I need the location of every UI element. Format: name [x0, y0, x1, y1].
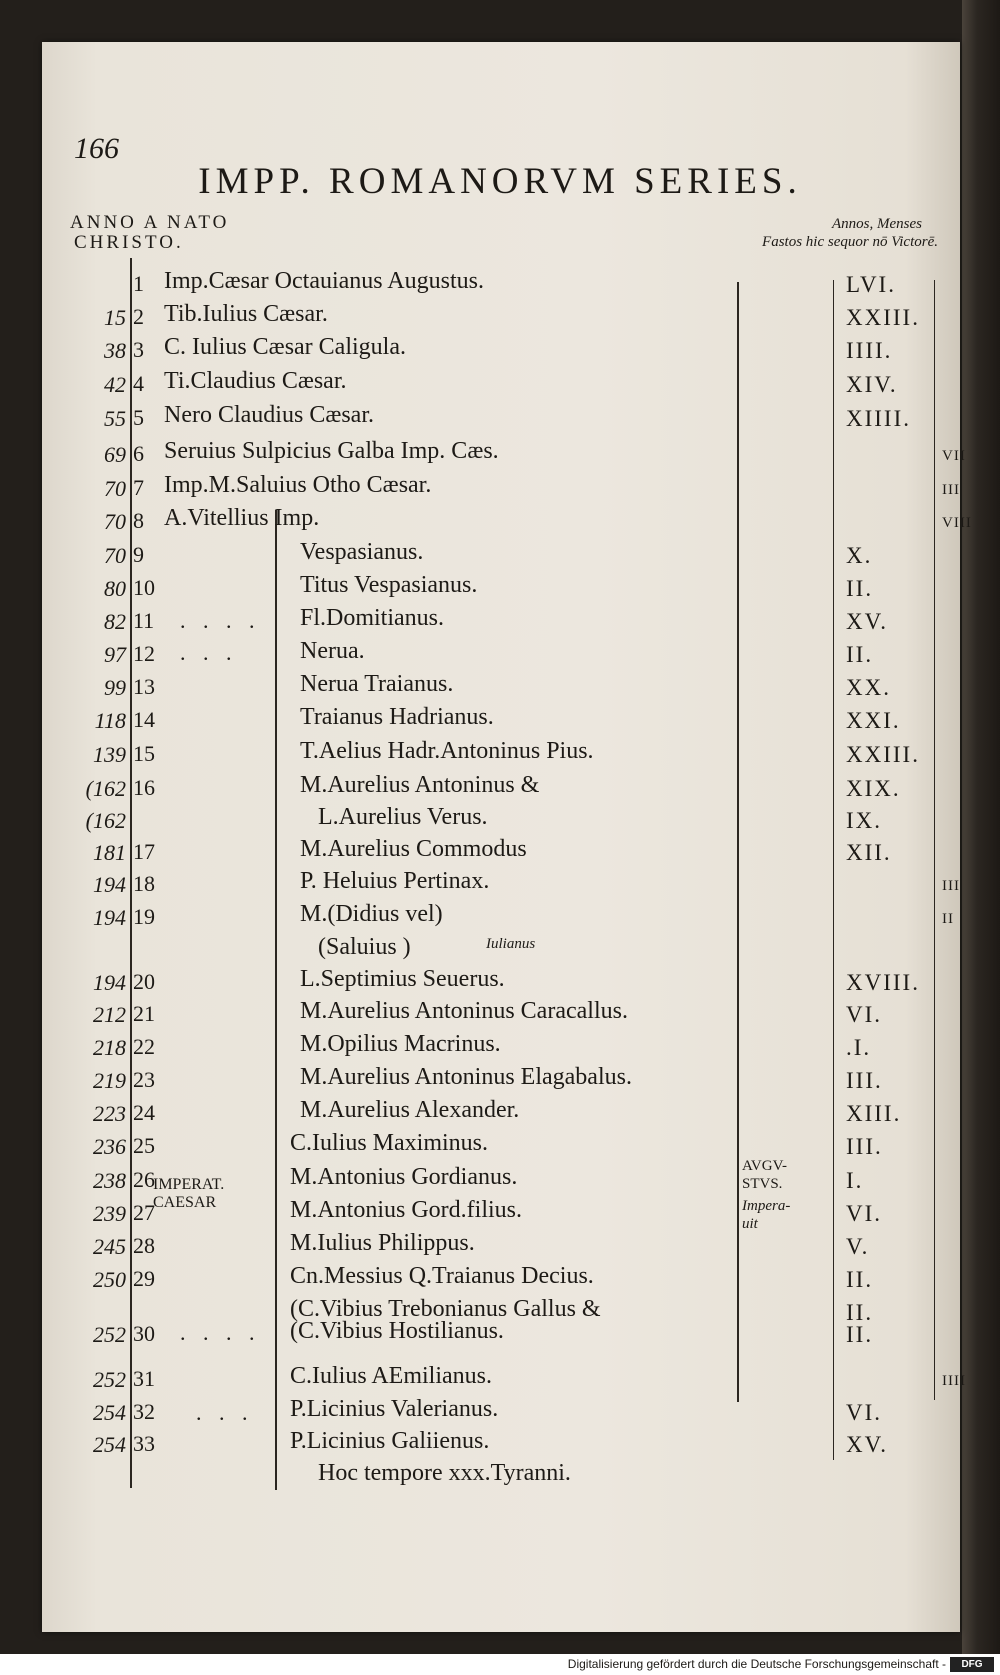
row-reign-years: XV. — [846, 609, 889, 634]
row-year: 212 — [93, 1002, 126, 1027]
row-emperor-name: M.(Didius vel) — [300, 901, 443, 927]
row-year: 252 — [93, 1322, 126, 1347]
row-emperor-name: Hoc tempore xxx.Tyranni. — [318, 1460, 571, 1486]
row-emperor-name: P. Heluius Pertinax. — [300, 868, 490, 894]
row-emperor-name: Cn.Messius Q.Traianus Decius. — [290, 1263, 594, 1289]
row-number: 33 — [133, 1431, 155, 1456]
row-number: 25 — [133, 1133, 155, 1158]
row-emperor-name: Tib.Iulius Cæsar. — [164, 301, 328, 327]
row-number: 24 — [133, 1100, 155, 1125]
row-number: 21 — [133, 1001, 155, 1026]
row-reign-years: VI. — [846, 1400, 883, 1425]
row-year: 194 — [93, 905, 126, 930]
row-emperor-name: M.Aurelius Commodus — [300, 836, 527, 862]
row-emperor-name: M.Aurelius Antoninus & — [300, 772, 540, 798]
row-emperor-name: Nerua Traianus. — [300, 671, 454, 697]
leader-dots: . . . . — [180, 1320, 261, 1345]
row-reign-years: VI. — [846, 1002, 883, 1027]
note-iulianus: Iulianus — [486, 936, 536, 952]
row-number: 1 — [133, 271, 144, 296]
row-reign-years: XIV. — [846, 372, 898, 397]
row-emperor-name: Nerua. — [300, 638, 365, 664]
row-number: 22 — [133, 1034, 155, 1059]
row-number: 23 — [133, 1067, 155, 1092]
row-year: 250 — [93, 1267, 126, 1292]
rule-bracket — [275, 510, 277, 1490]
row-number: 12 — [133, 641, 155, 666]
row-emperor-name: Titus Vespasianus. — [300, 572, 478, 598]
row-emperor-name: C.Iulius Maximinus. — [290, 1130, 489, 1156]
row-year: 254 — [93, 1432, 126, 1457]
row-number: 17 — [133, 839, 155, 864]
row-year: (162 — [85, 808, 126, 833]
row-emperor-name: Imp.M.Saluius Otho Cæsar. — [164, 472, 432, 498]
leader-dots: . . . — [196, 1400, 254, 1425]
row-number: 11 — [133, 608, 155, 633]
header-christo: CHRISTO. — [74, 232, 184, 253]
row-emperor-name: M.Aurelius Alexander. — [300, 1097, 520, 1123]
row-number: 10 — [133, 575, 155, 600]
row-year: 218 — [93, 1035, 126, 1060]
page-number: 166 — [74, 132, 119, 165]
row-number: 18 — [133, 871, 155, 896]
row-reign-years: LVI. — [846, 272, 896, 297]
row-reign-years: X. — [846, 543, 873, 568]
row-number: 20 — [133, 969, 155, 994]
rule-main — [737, 282, 739, 1402]
row-year: 194 — [93, 970, 126, 995]
row-year: (162 — [85, 776, 126, 801]
row-emperor-name: Ti.Claudius Cæsar. — [164, 368, 347, 394]
row-emperor-name: M.Antonius Gord.filius. — [290, 1197, 523, 1223]
row-emperor-name: (Saluius ) — [318, 934, 411, 960]
row-emperor-name: L.Septimius Seuerus. — [300, 966, 505, 992]
row-reign-years: II. — [846, 1322, 874, 1347]
footer-credit: Digitalisierung gefördert durch die Deutsche Forschungsgemeinschaft - — [567, 1657, 946, 1671]
row-number: 8 — [133, 508, 144, 533]
row-number: 31 — [133, 1366, 155, 1391]
row-number: 16 — [133, 775, 155, 800]
row-emperor-name: (C.Vibius Trebonianus Gallus & — [290, 1296, 601, 1322]
row-number: 19 — [133, 904, 155, 929]
row-reign-years: II. — [846, 576, 874, 601]
row-emperor-name: M.Aurelius Antoninus Elagabalus. — [300, 1064, 632, 1090]
leader-dots: . . . — [180, 640, 238, 665]
row-year: 82 — [104, 609, 126, 634]
row-emperor-name: M.Opilius Macrinus. — [300, 1031, 501, 1057]
row-year: 38 — [104, 338, 126, 363]
book-edge — [962, 0, 1000, 1654]
row-reign-years: XIIII. — [846, 406, 911, 431]
row-reign-years: II. — [846, 1267, 874, 1292]
row-emperor-name: P.Licinius Valerianus. — [290, 1396, 499, 1422]
row-year: 80 — [104, 576, 126, 601]
row-emperor-name: M.Aurelius Antoninus Caracallus. — [300, 998, 628, 1024]
row-reign-years: I. — [846, 1168, 864, 1193]
row-year: 245 — [93, 1234, 126, 1259]
row-reign-years: XXIII. — [846, 742, 920, 767]
row-year: 238 — [93, 1168, 126, 1193]
row-year: 70 — [104, 509, 126, 534]
row-reign-years: XX. — [846, 675, 891, 700]
row-reign-years: XIII. — [846, 1101, 902, 1126]
row-year: 55 — [104, 406, 126, 431]
note-imperauit: Impera- — [742, 1198, 791, 1214]
row-emperor-name: (C.Vibius Hostilianus. — [290, 1318, 504, 1344]
row-emperor-name: L.Aurelius Verus. — [318, 804, 488, 830]
row-year: 99 — [104, 675, 126, 700]
row-number: 28 — [133, 1233, 155, 1258]
row-reign-years: III. — [846, 1134, 883, 1159]
row-year: 223 — [93, 1101, 126, 1126]
row-reign-years: XV. — [846, 1432, 889, 1457]
row-emperor-name: Nero Claudius Cæsar. — [164, 402, 374, 428]
row-number: 27 — [133, 1200, 155, 1225]
row-year: 181 — [93, 840, 126, 865]
row-reign-years: .I. — [846, 1035, 872, 1060]
row-number: 5 — [133, 405, 144, 430]
row-months: III — [942, 878, 960, 894]
rule-far — [934, 280, 935, 1400]
note-imperauit: uit — [742, 1216, 758, 1232]
row-emperor-name: C. Iulius Cæsar Caligula. — [164, 334, 406, 360]
row-year: 15 — [104, 305, 126, 330]
row-emperor-name: T.Aelius Hadr.Antoninus Pius. — [300, 738, 594, 764]
row-emperor-name: M.Antonius Gordianus. — [290, 1164, 518, 1190]
row-year: 70 — [104, 476, 126, 501]
row-reign-years: IIII. — [846, 338, 893, 363]
header-anno: ANNO A NATO — [70, 212, 230, 233]
row-number: 13 — [133, 674, 155, 699]
row-reign-years: III. — [846, 1068, 883, 1093]
leader-dots: . . . . — [180, 608, 261, 633]
row-number: 6 — [133, 441, 144, 466]
row-reign-years: XIX. — [846, 776, 901, 801]
row-number: 9 — [133, 542, 144, 567]
row-months: III — [942, 482, 960, 498]
row-emperor-name: P.Licinius Galiienus. — [290, 1428, 490, 1454]
row-emperor-name: Vespasianus. — [300, 539, 424, 565]
row-number: 3 — [133, 337, 144, 362]
row-number: 2 — [133, 304, 144, 329]
row-year: 118 — [94, 708, 126, 733]
row-number: 29 — [133, 1266, 155, 1291]
row-year: 97 — [104, 642, 126, 667]
row-number: 30 — [133, 1321, 155, 1346]
row-year: 252 — [93, 1367, 126, 1392]
row-year: 236 — [93, 1134, 126, 1159]
row-number: 4 — [133, 371, 144, 396]
row-year: 239 — [93, 1201, 126, 1226]
footer-bar — [0, 1654, 1000, 1675]
rule-year — [130, 258, 132, 1488]
row-reign-years: V. — [846, 1234, 870, 1259]
row-emperor-name: Fl.Domitianus. — [300, 605, 445, 631]
header-fastos: Fastos hic sequor nō Victorē. — [762, 234, 938, 250]
page-title: IMPP. ROMANORVM SERIES. — [198, 161, 802, 202]
row-reign-years: II. — [846, 642, 874, 667]
row-year: 69 — [104, 442, 126, 467]
row-months: IIII — [942, 1373, 966, 1389]
row-number: 26 — [133, 1167, 155, 1192]
row-number: 15 — [133, 741, 155, 766]
row-reign-years: XXIII. — [846, 305, 920, 330]
row-number: 32 — [133, 1399, 155, 1424]
row-number: 7 — [133, 475, 144, 500]
row-months: VII — [942, 448, 966, 464]
row-reign-years: IX. — [846, 808, 883, 833]
row-emperor-name: Imp.Cæsar Octauianus Augustus. — [164, 268, 484, 294]
row-emperor-name: M.Iulius Philippus. — [290, 1230, 475, 1256]
row-emperor-name: A.Vitellius Imp. — [164, 505, 320, 531]
header-annos-menses: Annos, Menses — [832, 216, 922, 232]
row-reign-years: XII. — [846, 840, 892, 865]
row-year: 194 — [93, 872, 126, 897]
dfg-logo: DFG — [950, 1657, 994, 1672]
note-caesar: CAESAR — [153, 1194, 217, 1211]
rule-reign — [833, 280, 834, 1460]
row-emperor-name: C.Iulius AEmilianus. — [290, 1363, 493, 1389]
row-year: 219 — [93, 1068, 126, 1093]
row-reign-years: VI. — [846, 1201, 883, 1226]
row-emperor-name: Traianus Hadrianus. — [300, 704, 494, 730]
row-reign-years: II. — [846, 1300, 874, 1325]
note-augustus: AVGV- — [742, 1158, 788, 1174]
row-year: 254 — [93, 1400, 126, 1425]
row-reign-years: XVIII. — [846, 970, 920, 995]
row-year: 70 — [104, 543, 126, 568]
row-reign-years: XXI. — [846, 708, 901, 733]
row-number: 14 — [133, 707, 155, 732]
note-augustus: STVS. — [742, 1176, 783, 1192]
row-months: VIII — [942, 515, 972, 531]
row-year: 139 — [93, 742, 126, 767]
note-imperat: IMPERAT. — [153, 1176, 225, 1193]
row-months: II — [942, 911, 954, 927]
row-emperor-name: Seruius Sulpicius Galba Imp. Cæs. — [164, 438, 499, 464]
row-year: 42 — [104, 372, 126, 397]
